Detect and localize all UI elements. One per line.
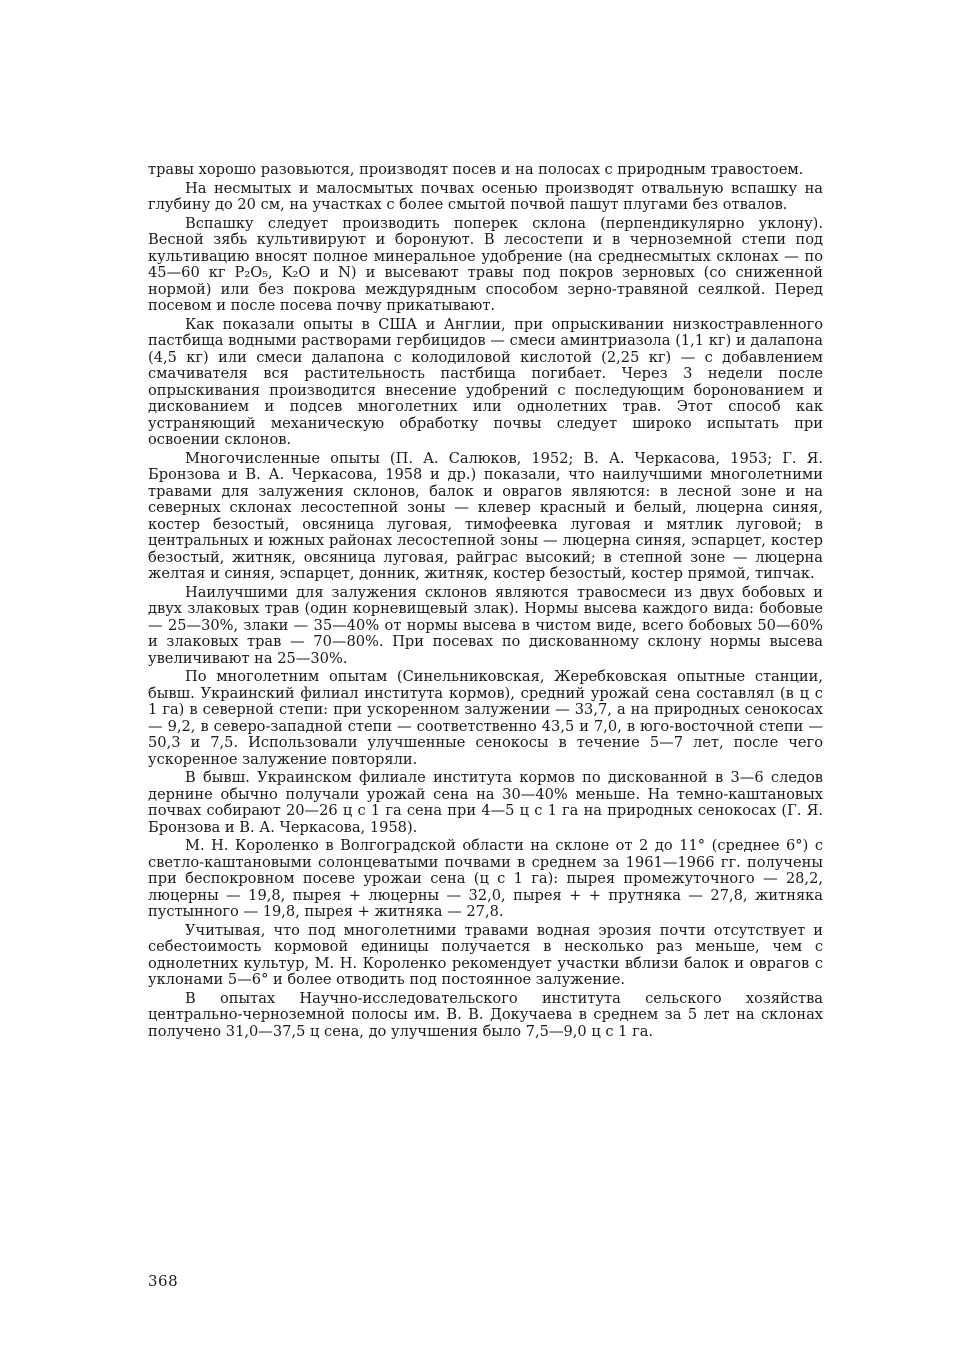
paragraph-6: Наилучшими для залужения склонов являются травосмеси из двух бобовых и двух злаковых трав (один корневищевый злак). Нормы высева каждого вида: бобовые — 25—30%, злаки — 35—40% от нормы высева в чистом виде, всего бобовых 50—60% и злаковых трав — 70—80%. При посевах по дискованному склону нормы высева увеличивают на 25—30%. [148,583,823,667]
paragraph-2: На несмытых и малосмытых почвах осенью производят отвальную вспашку на глубину до 20 см, на участках с более смытой почвой пашут плугами без отвалов. [148,179,823,213]
page-body [148,162,823,1040]
paragraph-11: В опытах Научно-исследовательского института сельского хозяйства центрально-черноземной полосы им. В. В. Докучаева в среднем за 5 лет на склонах получено 31,0—37,5 ц сена, до улучшения было 7,5—9,0 ц с 1 га. [148,989,823,1040]
paragraph-5: Многочисленные опыты (П. А. Салюков, 1952; В. А. Черкасова, 1953; Г. Я. Бронзова и В. А. Черкасова, 1958 и др.) показали, что наилучшими многолетними травами для залужения склонов, балок и оврагов являются: в лесной зоне и на северных склонах лесостепной зоны — клевер красный и белый, люцерна синяя, костер безостый, овсяница луговая, тимофеевка луговая и мятлик луговой; в центральных и южных районах лесостепной зоны — люцерна синяя, эспарцет, костер безостый, житняк, овсяница луговая, райграс высокий; в степной зоне — люцерна желтая и синяя, эспарцет, донник, житняк, костер безостый, костер прямой, типчак. [148,449,823,582]
paragraph-8: В бывш. Украинском филиале института кормов по дискованной в 3—6 следов дернине обычно получали урожай сена на 30—40% меньше. На темно-каштановых почвах собирают 20—26 ц с 1 га сена при 4—5 ц с 1 га на природных сенокосах (Г. Я. Бронзова и В. А. Черкасова, 1958). [148,769,823,836]
paragraph-3: Вспашку следует производить поперек склона (перпендикулярно уклону). Весной зябь культивируют и боронуют. В лесостепи и в черноземной степи под культивацию вносят полное минеральное удобрение (на среднесмытых склонах — по 45—60 кг P₂O₅, K₂O и N) и высевают травы под покров зерновых (со сниженной нормой) или без покрова междурядным способом зерно-травяной сеялкой. Перед посевом и после посева почву прикатывают. [148,214,823,314]
paragraph-10: Учитывая, что под многолетними травами водная эрозия почти отсутствует и себестоимость кормовой единицы получается в несколько раз меньше, чем с однолетних культур, М. Н. Короленко рекомендует участки вблизи балок и оврагов с уклонами 5—6° и более отводить под постоянное залужение. [148,921,823,988]
paragraph-7: По многолетним опытам (Синельниковская, Жеребковская опытные станции, бывш. Украинский филиал института кормов), средний урожай сена составлял (в ц с 1 га) в северной степи: при ускоренном залужении — 33,7, а на природных сенокосах — 9,2, в северо-западной степи — соответственно 43,5 и 7,0, в юго-восточной степи — 50,3 и 7,5. Использовали улучшенные сенокосы в течение 5—7 лет, после чего ускоренное залужение повторяли. [148,668,823,768]
paragraph-1: травы хорошо разовьются, производят посев и на полосах с природным травостоем. [148,161,804,178]
paragraph-4: Как показали опыты в США и Англии, при опрыскивании низкостравленного пастбища водными растворами гербицидов — смеси аминтриазола (1,1 кг) и далапона (4,5 кг) или смеси далапона с колодиловой кислотой (2,25 кг) — с добавлением смачивателя вся растительность пастбища погибает. Через 3 недели после опрыскивания производится внесение удобрений с последующим боронованием и дискованием и подсев многолетних или однолетних трав. Этот способ как устраняющий механическую обработку почвы следует широко испытать при освоении склонов. [148,315,823,448]
page-number: 368 [148,1272,179,1290]
paragraph-9: М. Н. Короленко в Волгоградской области на склоне от 2 до 11° (среднее 6°) с светло-каштановыми солонцеватыми почвами в среднем за 1961—1966 гг. получены при беспокровном посеве урожаи сена (ц с 1 га): пырея промежуточного — 28,2, люцерны — 19,8, пырея + люцерны — 32,0, пырея + + прутняка — 27,8, житняка пустынного — 19,8, пырея + житняка — 27,8. [148,837,823,920]
